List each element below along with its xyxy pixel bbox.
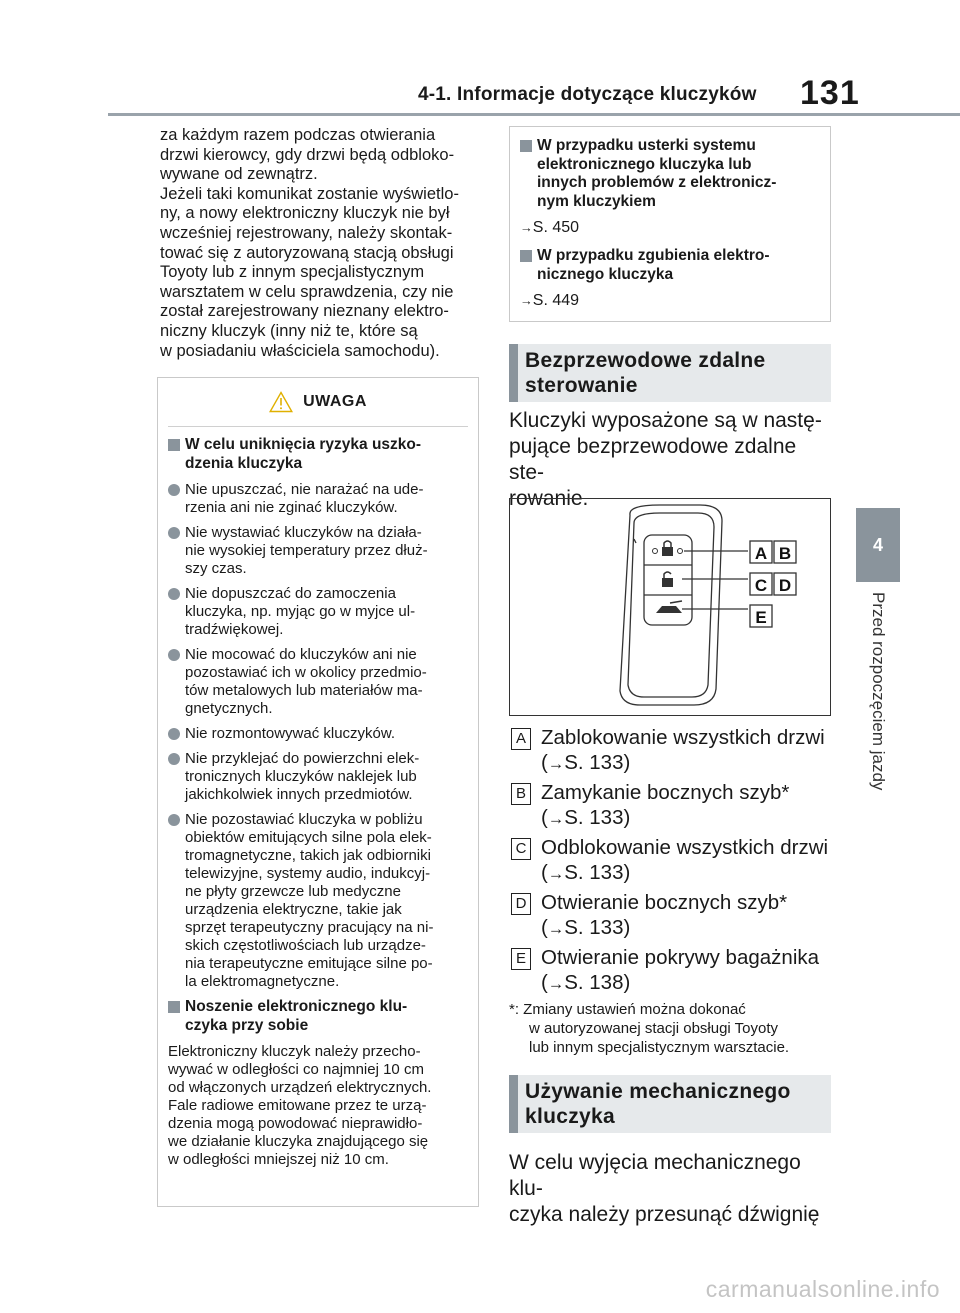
warning-header [158,378,478,426]
warning-heading [168,998,470,1035]
warning-heading [168,436,470,473]
bullet-line: nie wysokiej temperatury przez dłuż- [185,542,428,559]
bullet-line: jakichkolwiek innych przedmiotów. [185,786,413,803]
bullet-line: urządzenia elektryczne, takie jak [185,901,402,918]
title-line: kluczyka [525,1105,615,1128]
intro-line: został zarejestrowany nieznany elektro- [160,302,449,321]
square-bullet-icon [168,439,180,451]
function-list [509,726,839,1001]
warning-title: UWAGA [303,393,367,410]
para-line: W celu wyjęcia mechanicznego klu- [509,1151,801,1200]
text-line: od włączonych urządzeń elektrycznych. [168,1079,432,1096]
item-text: Zablokowanie wszystkich drzwi [541,726,825,749]
warning-bullet [168,646,470,718]
bullet-line: rzenia ani nie zginać kluczyków. [185,499,398,516]
section-paragraph [509,1150,831,1228]
bullet-line: Nie mocować do kluczyków ani nie [185,646,417,663]
text-line: w odległości mniejszej niż 10 cm. [168,1151,389,1168]
item-text: Otwieranie bocznych szyb* [541,891,788,914]
watermark: carmanualsonline.info [705,1276,940,1302]
item-ref[interactable]: (→S. 138) [541,970,631,994]
chapter-label: Przed rozpoczęciem jazdy [869,592,888,791]
page-reference[interactable] [520,292,818,310]
chapter-number: 4 [872,534,883,555]
bullet-line: Nie upuszczać, nie narażać na ude- [185,481,424,498]
item-ref[interactable]: (→S. 133) [541,915,631,939]
warning-box [157,377,479,1207]
arrow-icon: → [547,754,565,773]
footnote [509,1000,839,1057]
info-heading [520,137,818,211]
text-line: dzenia mogą powodować nieprawidło- [168,1115,423,1132]
intro-line: za każdym razem podczas otwierania [160,126,436,144]
bullet-line: ne płyty grzewcze lub medyczne [185,883,401,900]
trunk-icon [656,601,682,613]
bullet-line: Nie rozmontowywać kluczyków. [185,725,396,742]
item-label: B [511,783,531,805]
lock-icon [653,541,683,556]
arrow-icon: → [520,293,533,308]
bullet-line: kluczyka, np. myjąc go w myjce ul- [185,603,416,620]
round-bullet-icon [168,728,180,740]
heading-line: nym kluczykiem [537,192,656,210]
item-label: A [511,728,531,750]
intro-line: wcześniej rejestrowany, należy skontak- [160,223,453,242]
page-number: 131 [800,74,860,112]
bullet-line: obiektów emitujących silne pola elek- [185,829,432,846]
title-line: Używanie mechanicznego [525,1080,791,1103]
round-bullet-icon [168,753,180,765]
title-line: Bezprzewodowe zdalne [525,349,766,372]
info-box [509,126,831,322]
arrow-icon: → [547,974,565,993]
footnote-line: w autoryzowanej stacji obsługi Toyoty [529,1020,779,1037]
warning-bullet [168,750,470,804]
heading-line: nicznego kluczyka [537,265,674,283]
unlock-icon [662,572,673,587]
intro-line: w posiadaniu właściciela samochodu). [160,341,440,360]
warning-bullet [168,725,470,743]
list-item [509,946,839,996]
list-item [509,891,839,941]
intro-line: wywane od zewnątrz. [160,165,318,184]
intro-line: drzwi kierowcy, gdy drzwi będą odbloko- [160,145,455,164]
heading-line: W celu uniknięcia ryzyka uszko- [185,436,422,453]
key-fob-illustration [510,499,830,715]
bullet-line: szy czas. [185,560,247,577]
footnote-line: lub innym specjalistycznym warsztacie. [529,1039,790,1056]
square-bullet-icon [520,140,532,152]
round-bullet-icon [168,649,180,661]
item-label: C [511,838,531,860]
item-ref[interactable]: (→S. 133) [541,750,631,774]
square-bullet-icon [520,250,532,262]
figure-label-a: A [754,544,768,563]
bullet-line: telewizyjne, systemy audio, indukcyj- [185,865,431,882]
header-rule [108,113,960,116]
intro-line: ny, a nowy elektroniczny kluczyk nie był [160,204,450,223]
heading-line: Noszenie elektronicznego klu- [185,998,408,1015]
para-line: czyka należy przesunąć dźwignię [509,1203,820,1226]
bullet-line: gnetycznych. [185,700,273,717]
intro-line: Toyoty lub z innym specjalistycznym [160,263,425,282]
heading-line: czyka przy sobie [185,1016,309,1034]
section-paragraph [509,408,831,512]
section-accent [509,1075,518,1133]
intro-paragraph [160,126,478,361]
chapter-tab [856,508,900,582]
para-line: rowanie. [509,487,589,510]
bullet-line: skich częstotliwościach lub urządze- [185,937,426,954]
list-item [509,726,839,776]
item-text: Zamykanie bocznych szyb* [541,781,790,804]
section-heading-remote [509,344,831,402]
figure-label-b: B [778,544,792,563]
round-bullet-icon [168,588,180,600]
list-item [509,836,839,886]
item-text: Odblokowanie wszystkich drzwi [541,836,829,859]
text-line: Fale radiowe emitowane przez te urzą- [168,1097,427,1114]
bullet-line: tromagnetyczne, takich jak odbiorniki [185,847,431,864]
item-label: E [511,948,531,970]
round-bullet-icon [168,484,180,496]
arrow-icon: → [520,220,533,235]
figure-label-e: E [755,608,767,627]
para-line: Kluczyki wyposażone są w nastę- [509,409,822,432]
figure-label-c: C [754,576,768,595]
round-bullet-icon [168,814,180,826]
para-line: pujące bezprzewodowe zdalne ste- [509,435,797,484]
bullet-line: tronicznych kluczyków naklejek lub [185,768,417,785]
warning-bullet [168,811,470,991]
section-heading-mechanical-key [509,1075,831,1133]
page-reference[interactable] [520,219,818,237]
bullet-line: nia terapeutyczne emitujące silne po- [185,955,433,972]
section-title [525,348,823,398]
info-heading [520,247,818,284]
warning-content [168,436,470,1169]
reference-text: S. 449 [532,292,580,309]
figure-label-d: D [778,576,792,595]
bullet-line: Nie wystawiać kluczyków na działa- [185,524,422,541]
intro-line: niczny kluczyk (inny niż te, które są [160,321,418,340]
item-ref[interactable]: (→S. 133) [541,805,631,829]
reference-text: S. 450 [532,219,580,236]
warning-triangle-icon [269,391,293,413]
bullet-line: tów metalowych lub materiałów ma- [185,682,423,699]
warning-text [168,1043,470,1169]
bullet-line: la elektromagnetyczne. [185,973,340,990]
section-title [525,1079,823,1129]
text-line: Elektroniczny kluczyk należy przecho- [168,1043,421,1060]
key-fob-figure [509,498,831,716]
section-accent [509,344,518,402]
arrow-icon: → [547,919,565,938]
list-item [509,781,839,831]
footnote-line: *: Zmiany ustawień można dokonać [509,1001,746,1018]
bullet-line: pozostawiać ich w okolicy przedmio- [185,664,427,681]
arrow-icon: → [547,809,565,828]
text-line: wywać w odległości co najmniej 10 cm [168,1061,424,1078]
heading-line: W przypadku usterki systemu [537,137,756,154]
bullet-line: tradźwiękowej. [185,621,284,638]
intro-line: Jeżeli taki komunikat zostanie wyświetlo- [160,184,459,203]
heading-line: elektronicznego kluczyka lub [537,155,752,173]
bullet-line: Nie dopuszczać do zamoczenia [185,585,396,602]
warning-bullet [168,585,470,639]
warning-bullet [168,481,470,517]
heading-line: dzenia kluczyka [185,454,303,472]
bullet-line: Nie przyklejać do powierzchni elek- [185,750,420,767]
intro-line: warsztatem w celu sprawdzenia, czy nie [160,282,454,301]
item-text: Otwieranie pokrywy bagażnika [541,946,820,969]
warning-divider [168,426,468,427]
heading-line: innych problemów z elektronicz- [537,174,777,191]
bullet-line: Nie pozostawiać kluczyka w pobliżu [185,811,423,828]
intro-line: tować się z autoryzowaną stacją obsługi [160,243,454,262]
item-ref[interactable]: (→S. 133) [541,860,631,884]
heading-line: W przypadku zgubienia elektro- [537,247,770,264]
round-bullet-icon [168,527,180,539]
text-line: we działanie kluczyka znajdującego się [168,1133,429,1150]
bullet-line: sprzęt terapeutyczny pracujący na ni- [185,919,434,936]
square-bullet-icon [168,1001,180,1013]
warning-bullet [168,524,470,578]
item-label: D [511,893,531,915]
arrow-icon: → [547,864,565,883]
title-line: sterowanie [525,374,638,397]
section-header-title: 4-1. Informacje dotyczące kluczyków [418,84,757,105]
